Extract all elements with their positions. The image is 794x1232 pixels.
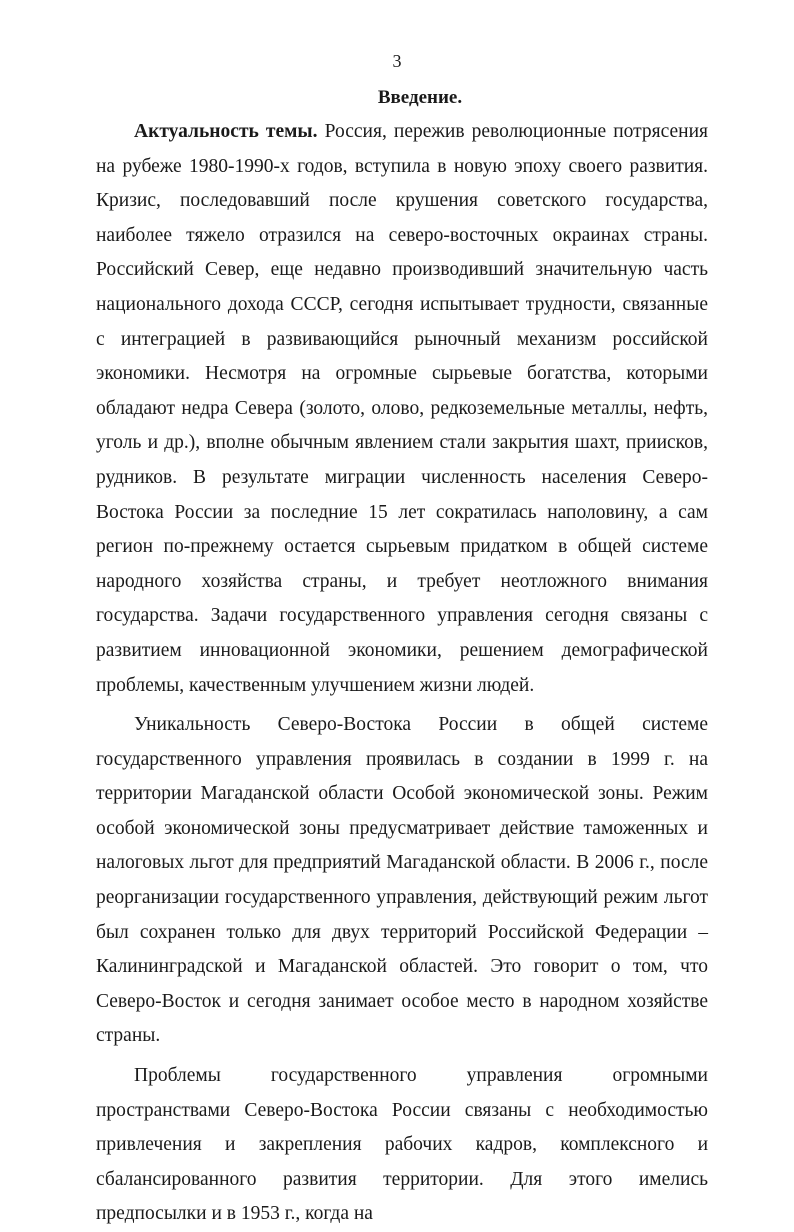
paragraph-uniqueness: Уникальность Северо-Востока России в общей системе государственного управления проявилась в создании в 1999 г. на территории Магаданской области Особой экономической зоны. Режим особой экономической зоны предусматривает действие таможенных и налоговых льгот для предприятий Магаданской области. В 2006 г., после реорганизации государственного управления, действующий режим льгот был сохранен только для двух территорий Российской Федерации – Калининградской и Магаданской областей. Это говорит о том, что Северо-Восток и сегодня занимает особое место в народном хозяйстве страны. (96, 714, 708, 1047)
paragraph-text: Россия, пережив революционные потрясения на рубеже 1980-1990-х годов, вступила в новую эпоху своего развития. Кризис, последовавший после крушения советского государства, наиболее тяжело отразился на северо-восточных окраинах страны. Российский Север, еще недавно производивший значительную часть национального дохода СССР, сегодня испытывает трудности, связанные с интеграцией в развивающийся рыночный механизм российской экономики. Несмотря на огромные сырьевые богатства, которыми обладают недра Севера (золото, олово, редкоземельные металлы, нефть, уголь и др.), вполне обычным явлением стали закрытия шахт, приисков, рудников. В результате миграции численность населения Северо-Востока России за последние 15 лет сократилась наполовину, а сам регион по-прежнему остается сырьевым придатком в общей системе народного хозяйства страны, и требует неотложного внимания государства. Задачи государственного управления сегодня связаны с развитием инновационной экономики, решением демографической проблемы, качественным улучшением жизни людей. (96, 121, 709, 696)
page-number: 3 (392, 51, 402, 71)
paragraph-relevance (96, 115, 708, 703)
section-heading: Введение. (377, 87, 463, 108)
paragraph-problems: Проблемы государственного управления огромными пространствами Северо-Востока России связаны с необходимостью привлечения и закрепления рабочих кадров, комплексного и сбалансированного развития территории. Для этого имелись предпосылки и в 1953 г., когда на (96, 1065, 708, 1225)
body-text (96, 115, 708, 1232)
paragraph-lead: Актуальность темы. (134, 121, 318, 142)
